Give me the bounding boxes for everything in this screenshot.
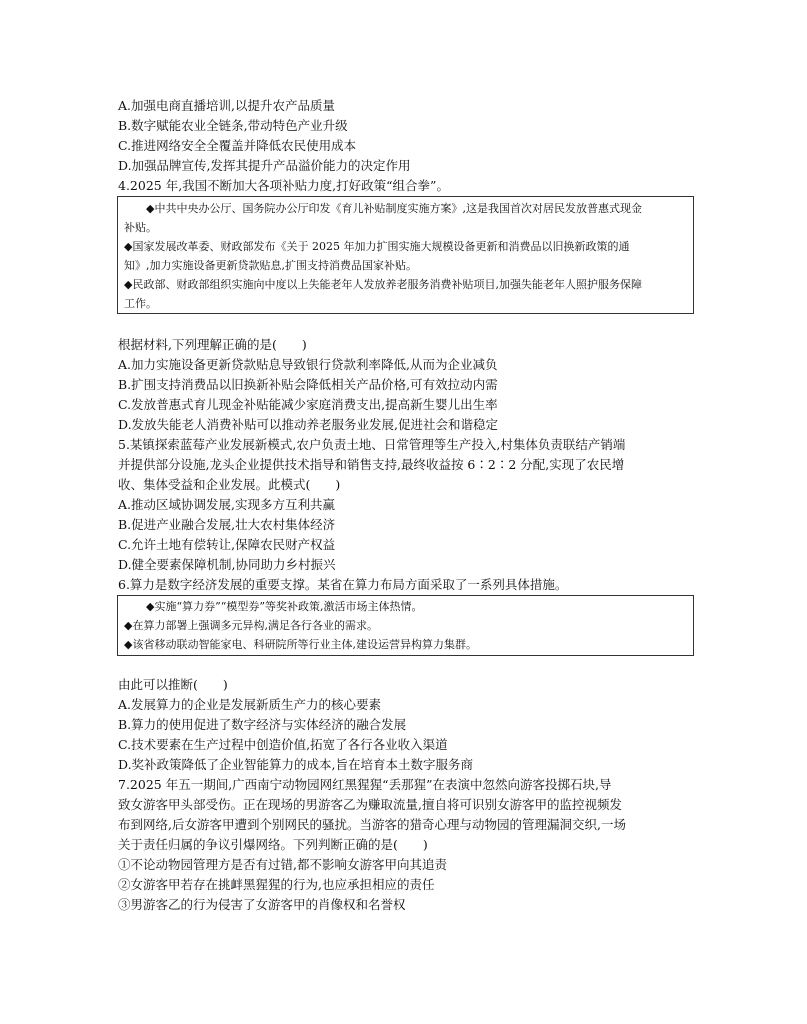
q7-statement-3: ③男游客乙的行为侵害了女游客甲的肖像权和名誉权 xyxy=(118,897,406,912)
q5-stem-line: 并提供部分设施,龙头企业提供技术指导和销售支持,最终收益按 6∶2∶2 分配,实现了农民增 xyxy=(118,457,625,472)
q5-option-a: A.推动区域协调发展,实现多方互利共赢 xyxy=(118,497,335,512)
q3-option-c: C.推进网络安全全覆盖并降低农民使用成本 xyxy=(118,138,357,153)
q5-option-d: D.健全要素保障机制,协同助力乡村振兴 xyxy=(118,557,336,572)
q6-option-c: C.技术要素在生产过程中创造价值,拓宽了各行各业收入渠道 xyxy=(118,737,448,752)
q3-option-a: A.加强电商直播培训,以提升农产品质量 xyxy=(118,98,335,113)
q7-stem-line: 关于责任归属的争议引爆网络。下列判断正确的是( ) xyxy=(118,837,428,852)
q6-option-d: D.奖补政策降低了企业智能算力的成本,旨在培育本土数字服务商 xyxy=(118,757,474,772)
q7-stem-line: 7.2025 年五一期间,广西南宁动物园网红黑猩猩“丢那猩”在表演中忽然向游客投掷石块,导 xyxy=(118,777,612,792)
q7-statement-1: ①不论动物园管理方是否有过错,都不影响女游客甲向其追责 xyxy=(118,857,447,872)
q4-material-line: 补贴。 xyxy=(124,221,157,234)
q6-material-line: ◆该省移动联动智能家电、科研院所等行业主体,建设运营异构算力集群。 xyxy=(124,638,477,651)
q6-material-box xyxy=(117,595,694,656)
q6-option-a: A.发展算力的企业是发展新质生产力的核心要素 xyxy=(118,697,382,712)
q6-question: 由此可以推断( ) xyxy=(118,677,228,692)
q4-option-d: D.发放失能老人消费补贴可以推动养老服务业发展,促进社会和谐稳定 xyxy=(118,417,499,432)
q6-option-b: B.算力的使用促进了数字经济与实体经济的融合发展 xyxy=(118,717,407,732)
q4-material-line: ◆国家发展改革委、财政部发布《关于 2025 年加力扩围实施大规模设备更新和消费品以旧换新政策的通 xyxy=(124,240,630,253)
q5-stem-line: 收、集体受益和企业发展。此模式( ) xyxy=(118,477,341,492)
q6-stem: 6.算力是数字经济发展的重要支撑。某省在算力布局方面采取了一系列具体措施。 xyxy=(118,577,568,592)
q3-option-b: B.数字赋能农业全链条,带动特色产业升级 xyxy=(118,118,348,133)
q4-material-line: 知》,加力实施设备更新贷款贴息,扩围支持消费品国家补贴。 xyxy=(124,259,417,272)
q4-stem: 4.2025 年,我国不断加大各项补贴力度,打好政策“组合拳”。 xyxy=(118,178,449,193)
q4-material-line: ◆民政部、财政部组织实施向中度以上失能老年人发放养老服务消费补贴项目,加强失能老年人照护服务保障 xyxy=(124,278,642,291)
q4-material-box xyxy=(117,196,694,314)
q4-option-a: A.加力实施设备更新贷款贴息导致银行贷款利率降低,从而为企业减负 xyxy=(118,357,498,372)
q4-material-line: 工作。 xyxy=(124,297,157,310)
q4-question: 根据材料,下列理解正确的是( ) xyxy=(118,337,307,352)
q7-statement-2: ②女游客甲若存在挑衅黑猩猩的行为,也应承担相应的责任 xyxy=(118,877,435,892)
q6-material-line: ◆在算力部署上强调多元异构,满足各行各业的需求。 xyxy=(124,619,378,632)
q3-option-d: D.加强品牌宣传,发挥其提升产品溢价能力的决定作用 xyxy=(118,158,411,173)
q4-option-b: B.扩围支持消费品以旧换新补贴会降低相关产品价格,可有效拉动内需 xyxy=(118,377,498,392)
q4-option-c: C.发放普惠式育儿现金补贴能减少家庭消费支出,提高新生婴儿出生率 xyxy=(118,397,498,412)
q5-option-b: B.促进产业融合发展,壮大农村集体经济 xyxy=(118,517,336,532)
q7-stem-line: 致女游客甲头部受伤。正在现场的男游客乙为赚取流量,擅自将可识别女游客甲的监控视频发 xyxy=(118,797,622,812)
q4-material-line: ◆中共中央办公厅、国务院办公厅印发《育儿补贴制度实施方案》,这是我国首次对居民发放普惠式现金 xyxy=(146,202,642,215)
q5-stem-line: 5.某镇探索蓝莓产业发展新模式,农户负责土地、日常管理等生产投入,村集体负责联结产销端 xyxy=(118,437,626,452)
q7-stem-line: 布到网络,后女游客甲遭到个别网民的骚扰。当游客的猎奇心理与动物园的管理漏洞交织,一场 xyxy=(118,817,626,832)
q5-option-c: C.允许土地有偿转让,保障农民财产权益 xyxy=(118,537,336,552)
q6-material-line: ◆实施“算力券”“模型券”等奖补政策,激活市场主体热情。 xyxy=(146,600,423,613)
